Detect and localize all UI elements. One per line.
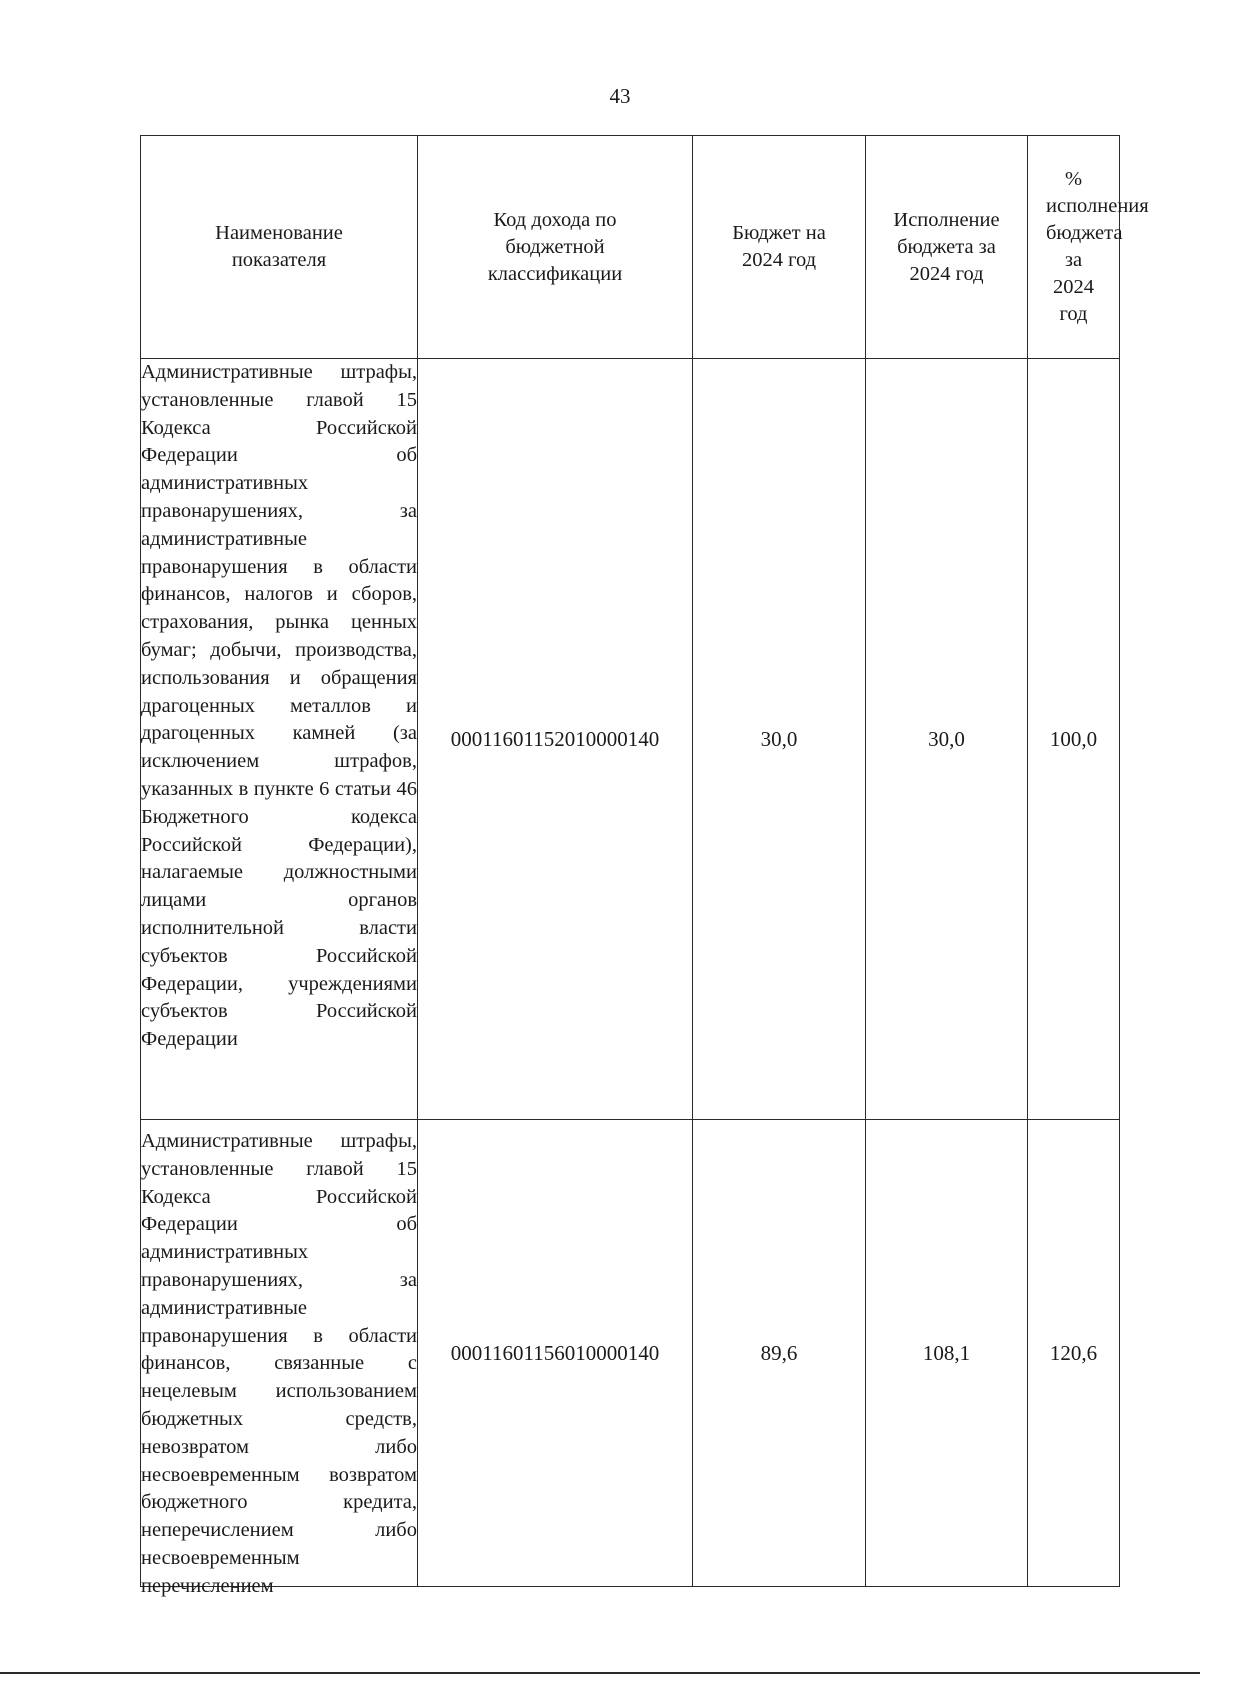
table-header-row xyxy=(141,136,1120,359)
header-budget: Бюджет на 2024 год xyxy=(693,136,866,359)
indicator-name-cell xyxy=(141,1120,418,1597)
table-row xyxy=(141,359,1120,1120)
bottom-rule xyxy=(0,1672,1200,1674)
execution-cell: 30,0 xyxy=(866,359,1028,1120)
budget-cell: 30,0 xyxy=(693,359,866,1120)
indicator-name-cell: Административные штрафы, установленные главой 15 Кодекса Российской Федерации об административных правонарушениях, за административные правонарушения в области финансов, налогов и сборов, страхования, рынка ценных бумаг; добычи, производства, использования и обращения драгоценных металлов и драгоценных камней (за исключением штрафов, указанных в пункте 6 статьи 46 Бюджетного кодекса Российской Федерации), налагаемые должностными лицами органов исполнительной власти субъектов Российской Федерации, учреждениями субъектов Российской Федерации xyxy=(141,359,418,1120)
percent-cell: 100,0 xyxy=(1028,359,1120,1120)
table-row xyxy=(141,1120,1120,1587)
income-code-cell: 00011601156010000140 xyxy=(418,1120,693,1587)
budget-table xyxy=(140,135,1149,1597)
indicator-name-text: Административные штрафы, установленные главой 15 Кодекса Российской Федерации об административных правонарушениях, за административные правонарушения в области финансов, связанные с нецелевым использованием бюджетных средств, невозвратом либо несвоевременным возвратом бюджетного кредита, неперечислением либо несвоевременным перечислением xyxy=(141,1130,417,1597)
header-indicator-name: Наименование показателя xyxy=(141,136,418,359)
page-number: 43 xyxy=(609,84,631,108)
header-income-code: Код дохода по бюджетной классификации xyxy=(418,136,693,359)
percent-cell: 120,6 xyxy=(1028,1120,1120,1587)
header-execution: Исполнение бюджета за 2024 год xyxy=(866,136,1028,359)
header-percent: % исполнения бюджета за 2024 год xyxy=(1028,136,1120,359)
income-code-cell: 00011601152010000140 xyxy=(418,359,693,1120)
budget-cell: 89,6 xyxy=(693,1120,866,1587)
execution-cell: 108,1 xyxy=(866,1120,1028,1587)
